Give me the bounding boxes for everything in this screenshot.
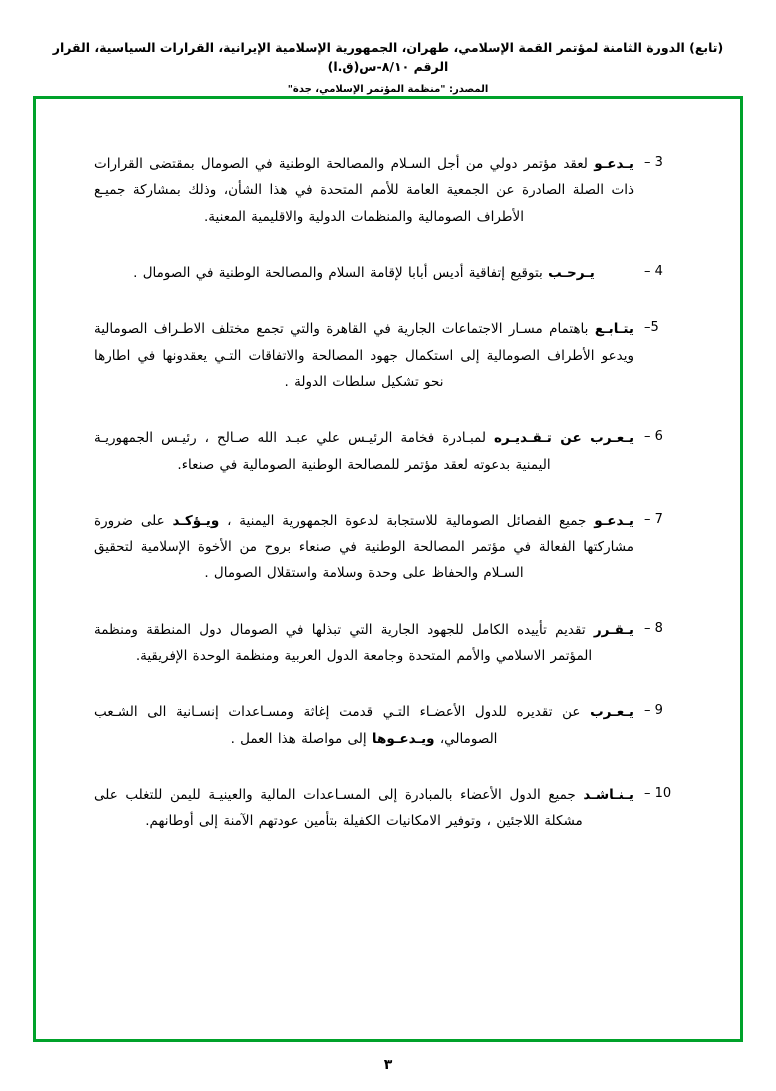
- list-item: [94, 260, 682, 286]
- list-item: [94, 699, 682, 752]
- clause-body-text: جميع الفصائل الصومالية للاستجابة لدعوة الجمهورية اليمنية ، ويـؤكـد على ضرورة مشاركتها الفعالة في مؤتمر المصالحة الوطنية في صنعاء بروح من الأخوة الإسلامية لتحقيق السـلام والحفاظ على وحدة وسلامة واستقلال الصومال .: [94, 512, 634, 582]
- page-number: ٣: [383, 1057, 393, 1073]
- clause-body-text: تقديم تأييده الكامل للجهود الجارية التي تبذلها في الصومال دول المنطقة ومنظمة المؤتمر الاسلامي والأمم المتحدة وجامعة الدول العربية ومنظمة الوحدة الإفريقية.: [94, 621, 594, 665]
- list-item: [94, 508, 682, 587]
- clause-number: 4 –: [644, 263, 663, 279]
- clause-number: 3 –: [644, 155, 663, 170]
- clause-lead: يـدعـو: [594, 512, 634, 529]
- clause-text: [94, 151, 634, 230]
- header-title: (تابع) الدورة الثامنة لمؤتمر القمة الإسلامي، طهران، الجمهورية الإسلامية الإيرانية، القرارات السياسية، القرار الرقم ٨/١٠-س(ق.ا): [52, 40, 724, 75]
- clause-lead: يـرحـب: [548, 264, 595, 281]
- list-item: [94, 151, 682, 230]
- clause-number: 5–: [644, 320, 659, 336]
- clause-body-text: لعقد مؤتمر دولي من أجل السـلام والمصالحة الوطنية في الصومال بمقتضى القرارات ذات الصلة الصادرة عن الجمعية العامة للأمم المتحدة في هذا الشأن، وذلك بمشاركة جميـع الأطراف الصومالية والمنظمات الدولية والاقليمية المعنية.: [94, 156, 634, 225]
- clause-text: [94, 508, 634, 587]
- clause-body-text: بتوقيع إتفاقية أديس أبابا لإقامة السلام والمصالحة الوطنية في الصومال .: [133, 264, 549, 281]
- clause-body-text: عن تقديره للدول الأعضـاء التـي قدمت إغاثة ومسـاعدات إنسـانية الى الشـعب الصومالي، ويـدعـوها إلى مواصلة هذا العمل .: [94, 704, 591, 747]
- clause-number: 10 –: [644, 786, 672, 801]
- clause-lead: يـعـرب عن تـقـديـره: [493, 430, 635, 447]
- clause-list: [36, 99, 740, 885]
- clause-text: [94, 316, 634, 395]
- clause-lead: يـنـاشـد: [583, 787, 634, 803]
- clause-text: [94, 260, 634, 286]
- header-source: المصدر: "منظمة المؤتمر الإسلامي، جدة": [287, 83, 489, 95]
- clause-body-text: جميع الدول الأعضاء بالمبادرة إلى المسـاعدات المالية والعينيـة لليمن للتغلب على مشكلة اللاجئين ، وتوفير الامكانيات الكفيلة بتأمين عودتهم الآمنة إلى أوطانهم.: [94, 787, 584, 830]
- clause-lead: يتـابـع: [594, 321, 634, 338]
- clause-number: 7 –: [644, 511, 663, 527]
- clause-lead: يـدعـو: [594, 156, 634, 172]
- clause-text: [94, 617, 634, 670]
- clause-number: 9 –: [644, 703, 663, 719]
- list-item: [94, 617, 682, 670]
- list-item: [94, 316, 682, 395]
- clause-body-text: باهتمام مسـار الاجتماعات الجارية في القاهرة والتي تجمع مختلف الاطـراف الصومالية ويدعو الأطراف الصومالية إلى استكمال جهود المصالحة والاتفاقات التـي يعقدونها في اطارها نحو تشكيل سلطات الدولة .: [94, 321, 634, 390]
- clause-number: 6 –: [644, 429, 663, 445]
- clause-text: [94, 699, 634, 752]
- list-item: [94, 782, 682, 835]
- clause-text: [94, 425, 634, 478]
- green-content-frame: [33, 96, 743, 1042]
- clause-lead: يـقـرر: [593, 621, 634, 638]
- clause-body-text: لمبـادرة فخامة الرئيـس علي عبـد الله صـالح ، رئيـس الجمهوريـة اليمنية بدعوته لعقد مؤتمر للمصالحة الوطنية الصومالية في صنعاء.: [94, 430, 551, 473]
- clause-lead: يـعـرب: [590, 704, 634, 721]
- clause-number: 8 –: [644, 620, 663, 636]
- document-header: [0, 0, 776, 95]
- clause-text: [94, 782, 634, 835]
- list-item: [94, 425, 682, 478]
